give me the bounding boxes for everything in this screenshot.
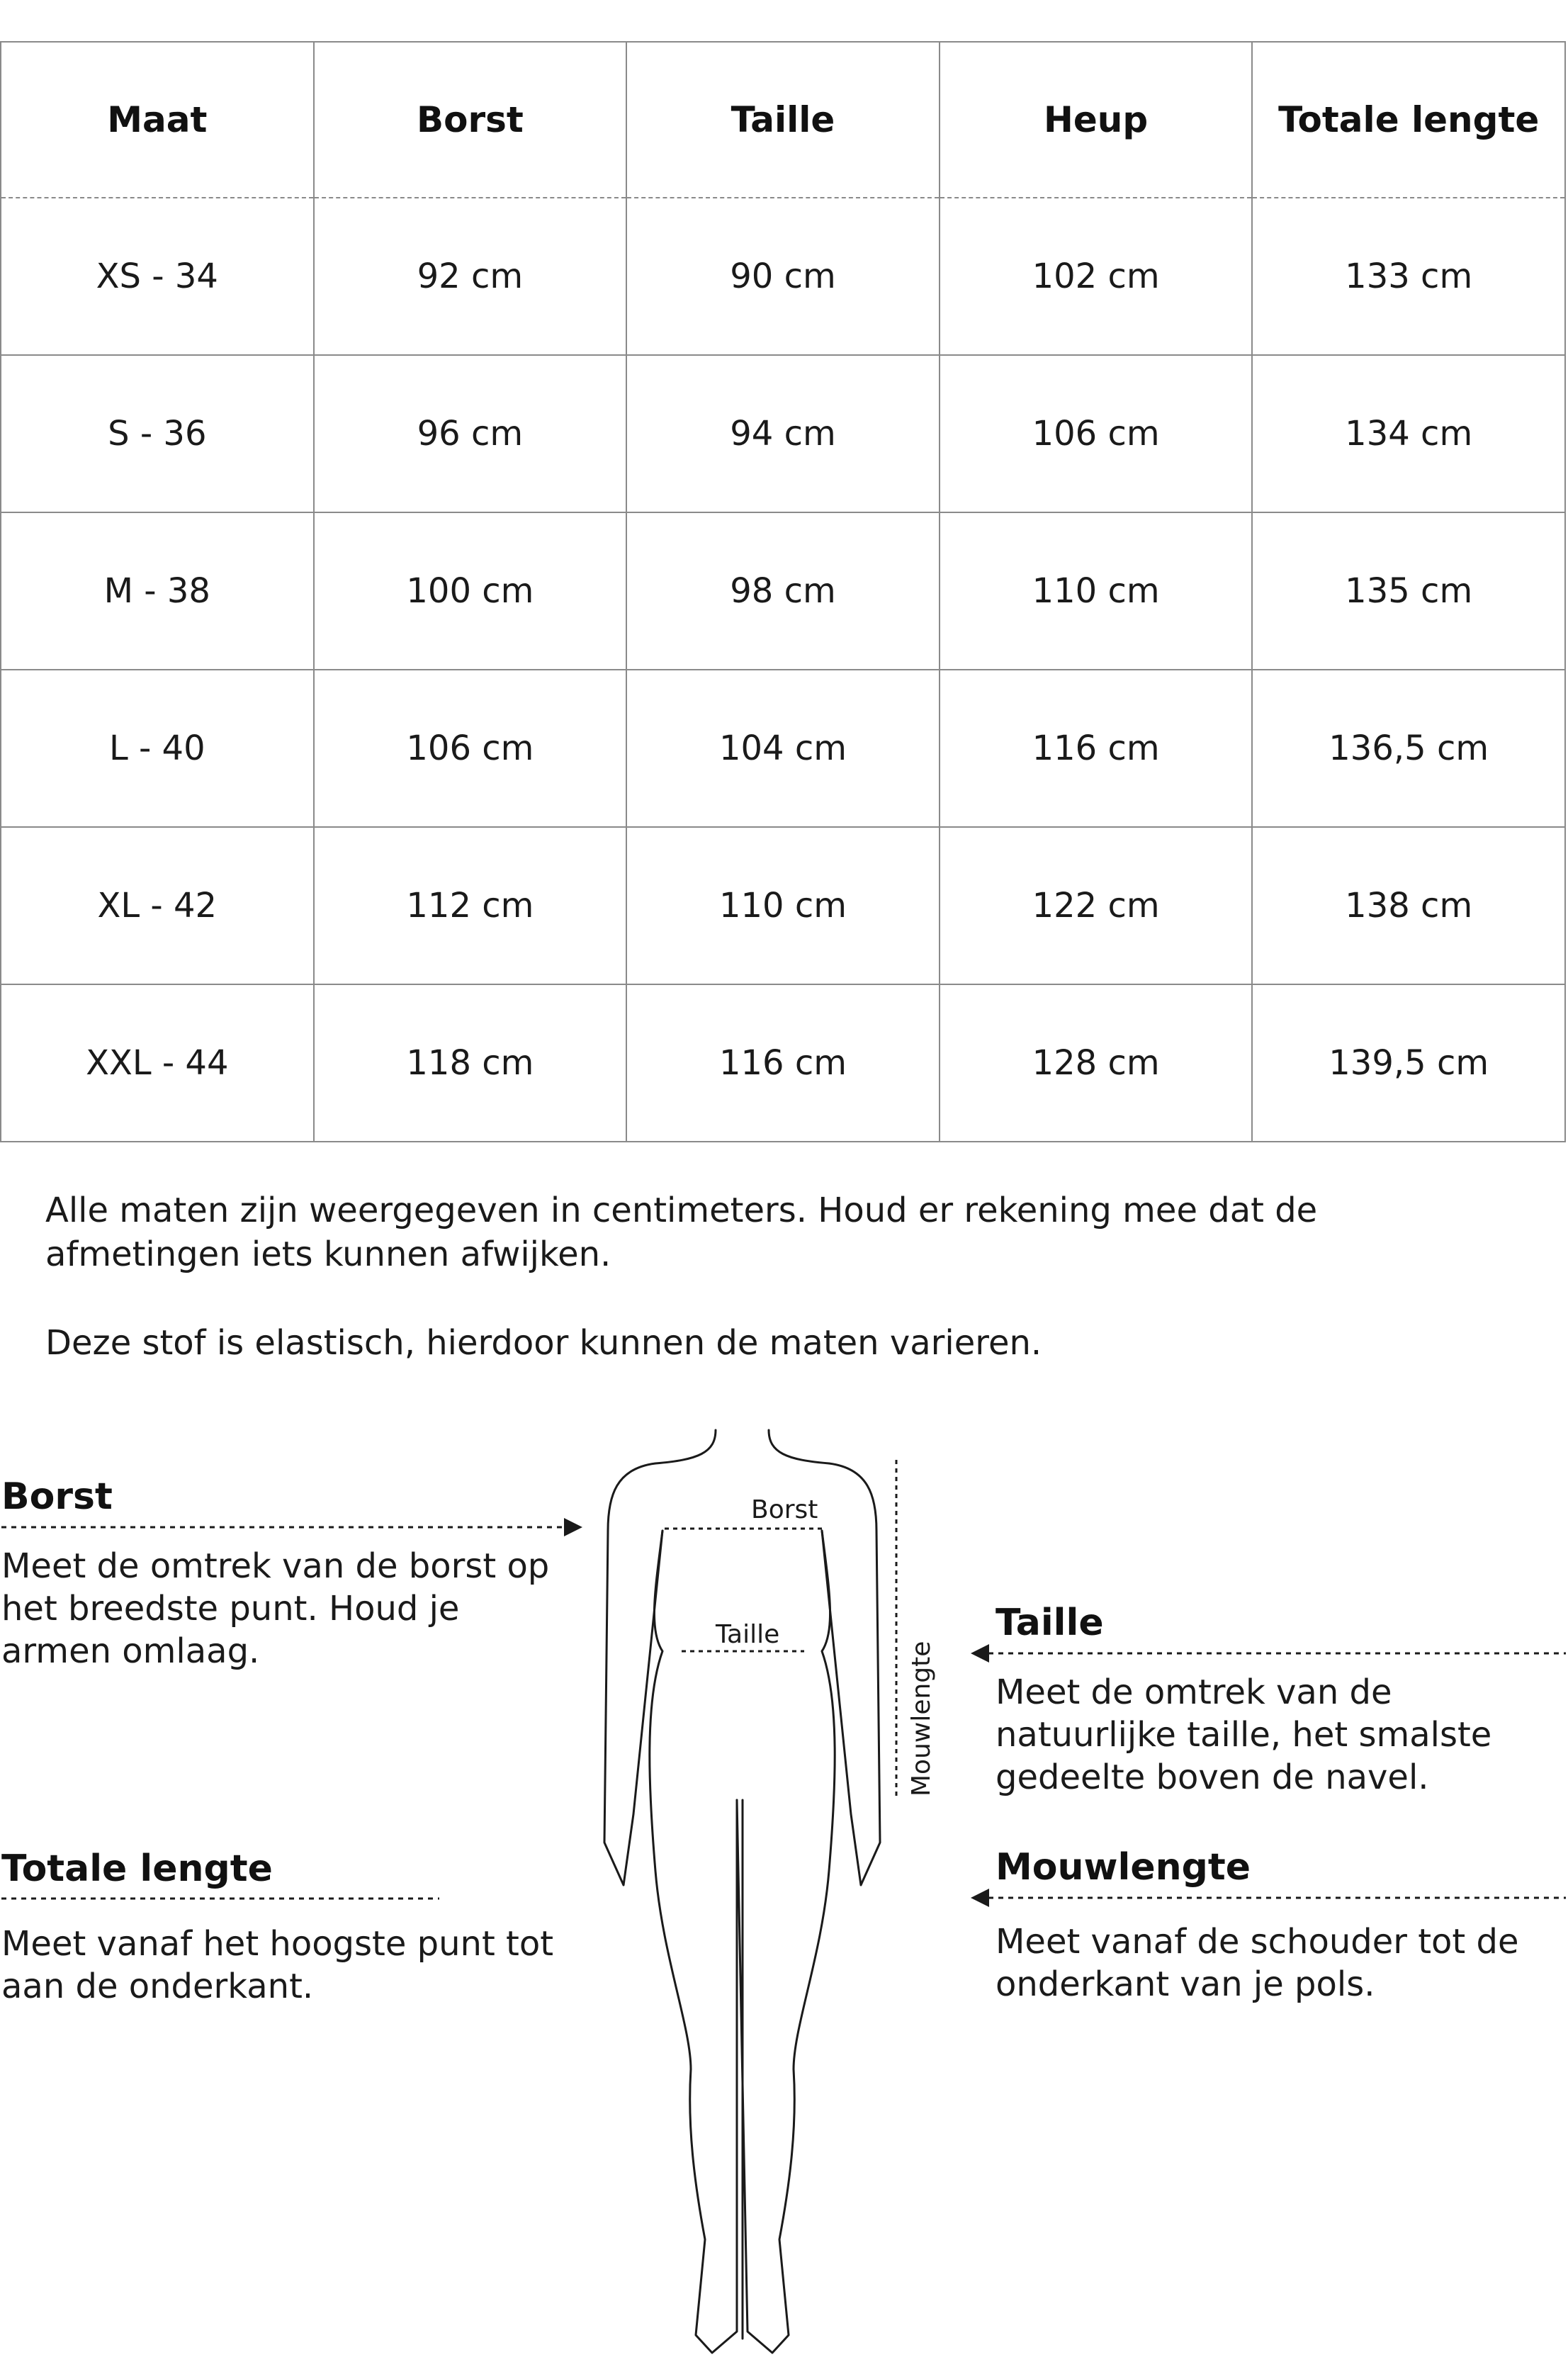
borst-description: Meet de omtrek van de borst op het breedste punt. Houd je armen omlaag.: [1, 1546, 550, 1671]
figure-torso-left: [650, 1531, 737, 2353]
figure-label-taille: Taille: [716, 1620, 780, 1649]
table-row: [1, 198, 1565, 355]
cell-heup: 110 cm: [940, 512, 1253, 670]
cell-heup: 116 cm: [940, 670, 1253, 827]
figure-label-borst: Borst: [751, 1495, 818, 1524]
cell-borst: 112 cm: [314, 827, 627, 984]
borst-arrow-icon: [564, 1518, 582, 1536]
figure-torso-right: [737, 1531, 835, 2353]
table-row: [1, 512, 1565, 670]
table-row: [1, 355, 1565, 512]
cell-maat: L - 40: [1, 670, 314, 827]
cell-maat: M - 38: [1, 512, 314, 670]
cell-totale-lengte: 134 cm: [1252, 355, 1565, 512]
mouwlengte-arrow-icon: [971, 1889, 989, 1907]
cell-borst: 92 cm: [314, 198, 627, 355]
cell-taille: 116 cm: [626, 984, 940, 1142]
figure-neck-right: [769, 1430, 829, 1463]
cell-heup: 122 cm: [940, 827, 1253, 984]
cell-maat: XXL - 44: [1, 984, 314, 1142]
figure-neck-left: [655, 1430, 716, 1463]
cell-taille: 90 cm: [626, 198, 940, 355]
cell-totale-lengte: 136,5 cm: [1252, 670, 1565, 827]
measurement-note: Alle maten zijn weergegeven in centimeters. Houd er rekening mee dat de afmetingen iets kunnen afwijken.: [45, 1191, 1318, 1274]
cell-heup: 106 cm: [940, 355, 1253, 512]
cell-taille: 94 cm: [626, 355, 940, 512]
taille-arrow-icon: [971, 1644, 989, 1663]
figure-right-arm: [822, 1463, 880, 1885]
cell-maat: S - 36: [1, 355, 314, 512]
table-row: [1, 670, 1565, 827]
cell-borst: 106 cm: [314, 670, 627, 827]
cell-borst: 100 cm: [314, 512, 627, 670]
mouwlengte-title: Mouwlengte: [995, 1846, 1251, 1889]
table-header-row: [1, 42, 1565, 198]
cell-taille: 104 cm: [626, 670, 940, 827]
taille-title: Taille: [995, 1602, 1104, 1644]
cell-heup: 128 cm: [940, 984, 1253, 1142]
cell-taille: 110 cm: [626, 827, 940, 984]
header-maat: Maat: [1, 42, 314, 198]
mouwlengte-description: Meet vanaf de schouder tot de onderkant van je pols.: [995, 1922, 1519, 2004]
header-borst: Borst: [314, 42, 627, 198]
totale-lengte-title: Totale lengte: [1, 1848, 273, 1890]
table-row: [1, 984, 1565, 1142]
figure-left-arm: [604, 1463, 662, 1885]
cell-borst: 96 cm: [314, 355, 627, 512]
cell-totale-lengte: 135 cm: [1252, 512, 1565, 670]
header-taille: Taille: [626, 42, 940, 198]
cell-totale-lengte: 133 cm: [1252, 198, 1565, 355]
cell-heup: 102 cm: [940, 198, 1253, 355]
cell-taille: 98 cm: [626, 512, 940, 670]
totale-lengte-description: Meet vanaf het hoogste punt tot aan de onderkant.: [1, 1924, 554, 2006]
fabric-note: Deze stof is elastisch, hierdoor kunnen de maten varieren.: [45, 1323, 1042, 1363]
header-totale-lengte: Totale lengte: [1252, 42, 1565, 198]
cell-maat: XL - 42: [1, 827, 314, 984]
figure-label-mouwlengte: Mouwlengte: [907, 1641, 936, 1796]
taille-description: Meet de omtrek van de natuurlijke taille, het smalste gedeelte boven de navel.: [995, 1672, 1492, 1797]
header-heup: Heup: [940, 42, 1253, 198]
cell-totale-lengte: 139,5 cm: [1252, 984, 1565, 1142]
cell-totale-lengte: 138 cm: [1252, 827, 1565, 984]
table-row: [1, 827, 1565, 984]
cell-maat: XS - 34: [1, 198, 314, 355]
cell-borst: 118 cm: [314, 984, 627, 1142]
size-table: [0, 41, 1566, 1142]
borst-title: Borst: [1, 1475, 113, 1518]
